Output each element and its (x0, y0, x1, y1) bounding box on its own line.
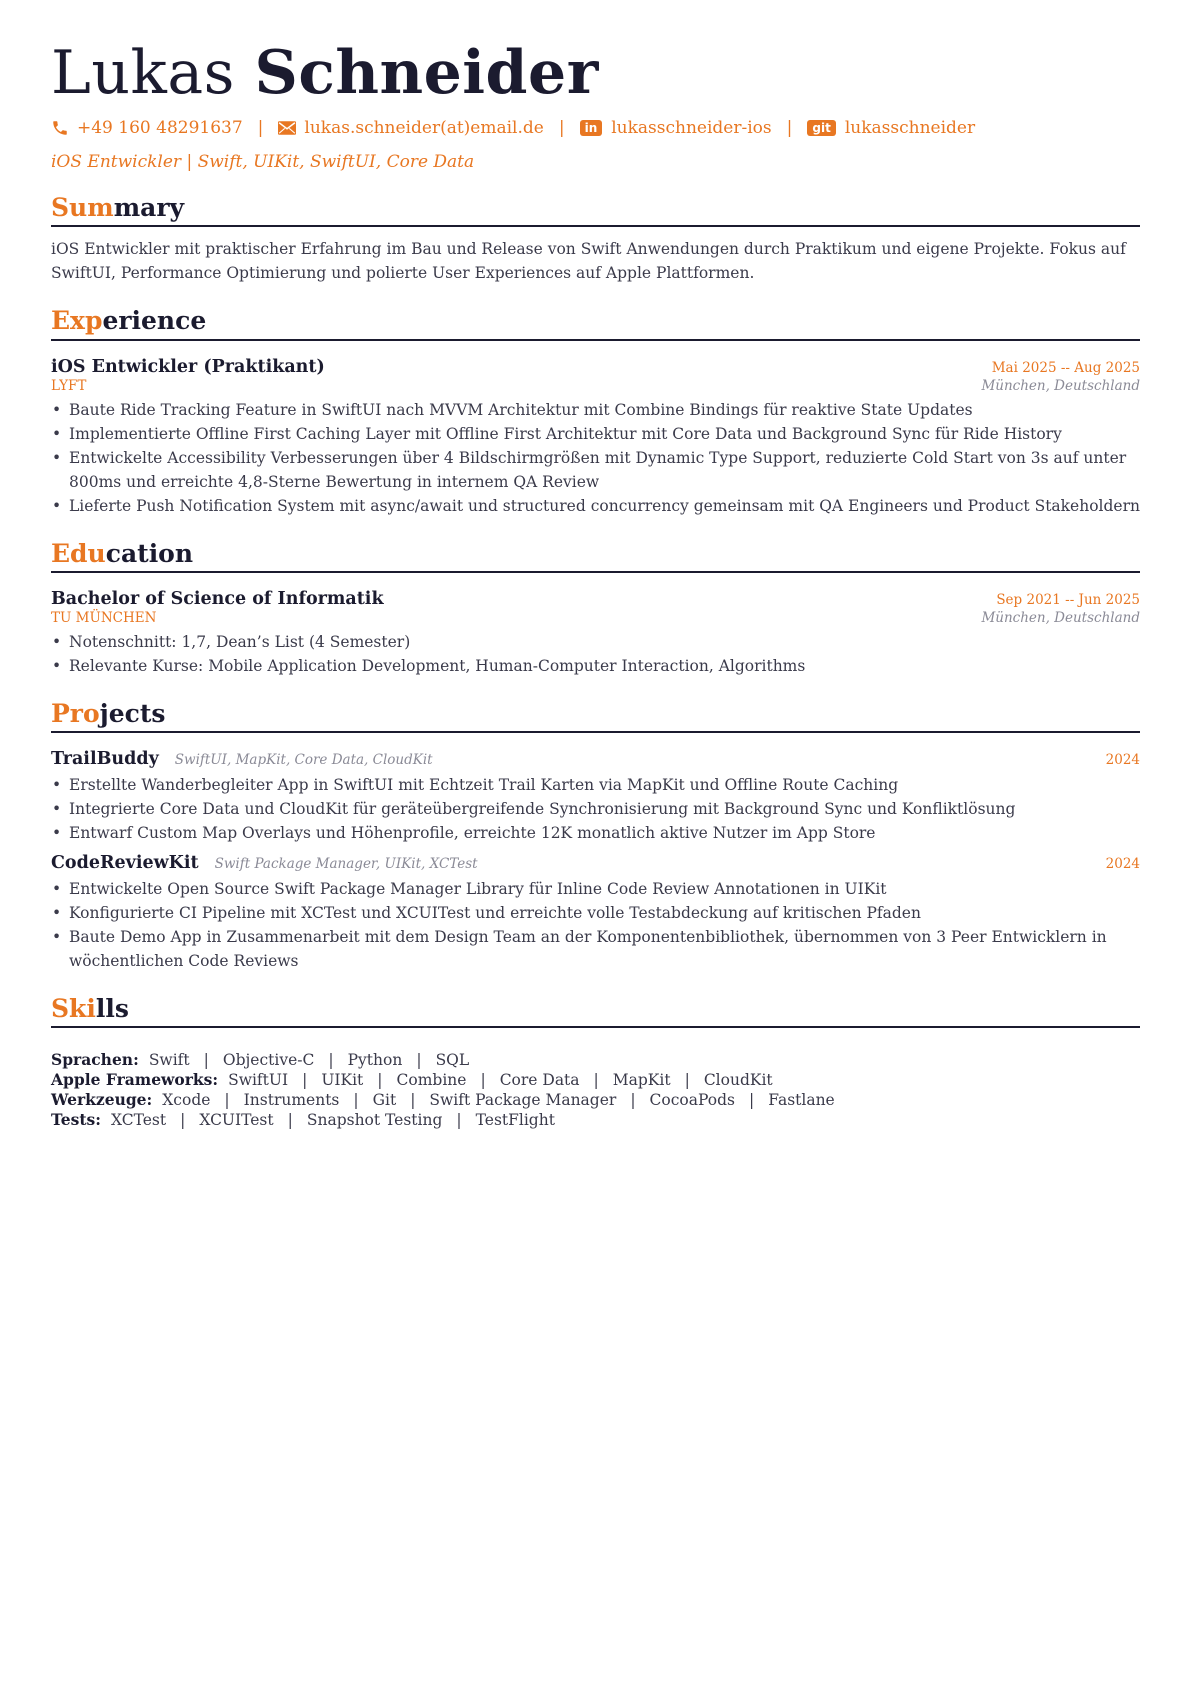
phone-number: +49 160 48291637 (77, 118, 243, 138)
github-handle: lukasschneider (844, 118, 976, 138)
skill-separator: | (416, 1051, 422, 1070)
section-title-summary (51, 192, 1140, 227)
skill-separator: | (630, 1091, 636, 1110)
experience-entry (51, 357, 1140, 518)
skill-separator: | (328, 1051, 334, 1070)
skill-separator: | (377, 1071, 383, 1090)
skill-item: Instruments (243, 1091, 340, 1110)
bullet-item: • Konfigurierte CI Pipeline mit XCTest und XCUITest und erreichte volle Testabdeckung auf kritischen Pfaden (51, 901, 1140, 925)
project-bullets (51, 877, 1140, 973)
section-title-rest: mary (113, 193, 185, 222)
contact-bar (51, 118, 1140, 138)
skill-category-label: Werkzeuge: (51, 1090, 153, 1110)
bullet-item: • Relevante Kurse: Mobile Application Development, Human-Computer Interaction, Algorithms (51, 654, 1140, 678)
phone-contact[interactable] (51, 118, 243, 138)
skill-row (51, 1050, 1140, 1070)
project-tech: Swift Package Manager, UIKit, XCTest (214, 856, 478, 872)
bullet-item: • Baute Demo App in Zusammenarbeit mit dem Design Team an der Komponentenbibliothek, übernommen von 3 Peer Entwicklern in wöchentlichen Code Reviews (51, 925, 1140, 973)
skill-item: Combine (396, 1071, 467, 1090)
skill-separator: | (480, 1071, 486, 1090)
skill-separator: | (353, 1091, 359, 1110)
bullet-item: • Implementierte Offline First Caching Layer mit Offline First Architektur mit Core Data und Background Sync für Ride History (51, 422, 1140, 446)
bullet-item: • Lieferte Push Notification System mit async/await und structured concurrency gemeinsam mit QA Engineers und Product Stakeholdern (51, 494, 1140, 518)
envelope-icon (278, 121, 296, 135)
bullet-item: • Entwickelte Open Source Swift Package Manager Library für Inline Code Review Annotationen in UIKit (51, 877, 1140, 901)
job-dates: Mai 2025 -- Aug 2025 (991, 359, 1140, 376)
linkedin-icon: in (580, 120, 603, 136)
skill-item: Snapshot Testing (306, 1111, 443, 1130)
skill-item: CloudKit (703, 1071, 773, 1090)
skill-item: Swift Package Manager (429, 1091, 617, 1110)
section-title-accent: Sum (51, 193, 114, 222)
skill-row (51, 1090, 1140, 1110)
headline-tagline: iOS Entwickler | Swift, UIKit, SwiftUI, Core Data (51, 152, 475, 172)
skill-item: XCUITest (199, 1111, 274, 1130)
skill-item: MapKit (612, 1071, 671, 1090)
project-name: CodeReviewKit (51, 853, 199, 873)
skill-item: UIKit (321, 1071, 364, 1090)
section-title-rest: erience (102, 306, 207, 336)
section-title-rest: cation (105, 538, 194, 568)
skill-category-label: Sprachen: (51, 1050, 139, 1070)
github-contact[interactable] (807, 118, 975, 138)
job-bullets (51, 398, 1140, 518)
summary-text: iOS Entwickler mit praktischer Erfahrung im Bau und Release von Swift Anwendungen durch Praktikum und eigene Projekte. Fokus auf SwiftUI, Performance Optimierung und polierte User Experiences auf Apple Plattformen. (51, 240, 1126, 283)
skill-separator: | (456, 1111, 462, 1130)
skill-separator: | (749, 1091, 755, 1110)
skill-separator: | (224, 1091, 230, 1110)
summary-section (51, 192, 1140, 285)
degree-title: Bachelor of Science of Informatik (51, 588, 384, 609)
education-section (51, 538, 1140, 678)
last-name: Schneider (254, 38, 599, 108)
project-year: 2024 (1105, 856, 1140, 872)
skill-item: XCTest (110, 1111, 167, 1130)
skill-item: SwiftUI (228, 1071, 289, 1090)
skill-item: Core Data (499, 1071, 580, 1090)
bullet-item: • Baute Ride Tracking Feature in SwiftUI nach MVVM Architektur mit Combine Bindings für reaktive State Updates (51, 398, 1140, 422)
section-title-accent: Pro (51, 698, 100, 728)
skill-row (51, 1110, 1140, 1130)
school-name: TU MÜNCHEN (51, 609, 157, 626)
email-contact[interactable] (278, 118, 543, 138)
skill-item: Xcode (162, 1091, 211, 1110)
section-title-education (51, 538, 1140, 573)
section-title-experience (51, 305, 1140, 340)
skill-item: TestFlight (475, 1111, 555, 1130)
skill-row (51, 1070, 1140, 1090)
contact-separator: | (558, 118, 565, 138)
job-title: iOS Entwickler (Praktikant) (51, 356, 325, 377)
phone-icon (51, 119, 69, 137)
company-name: LYFT (51, 377, 87, 394)
section-title-accent: Exp (51, 306, 103, 336)
section-title-projects (51, 698, 1140, 733)
skill-item: SQL (435, 1051, 470, 1070)
email-address: lukas.schneider(at)email.de (304, 118, 544, 138)
section-title-accent: Edu (51, 538, 106, 568)
bullet-item: • Entwickelte Accessibility Verbesserungen über 4 Bildschirmgrößen mit Dynamic Type Support, reduzierte Cold Start von 3s auf unter 800ms und erreichte 4,8-Sterne Bewertung in internem QA Review (51, 446, 1140, 494)
skills-section (51, 993, 1140, 1130)
skill-item: Fastlane (768, 1091, 835, 1110)
section-title-rest: lls (95, 994, 129, 1023)
bullet-item: • Notenschnitt: 1,7, Dean’s List (4 Semester) (51, 630, 1140, 654)
bullet-item: • Erstellte Wanderbegleiter App in SwiftUI mit Echtzeit Trail Karten via MapKit und Offline Route Caching (51, 773, 1140, 797)
experience-section (51, 305, 1140, 517)
skill-category-label: Tests: (51, 1110, 101, 1130)
git-icon: git (807, 120, 835, 136)
first-name: Lukas (51, 38, 235, 108)
project-header (51, 853, 1140, 873)
section-title-skills (51, 993, 1140, 1028)
skill-item: Objective-C (222, 1051, 315, 1070)
skill-item: Git (372, 1091, 397, 1110)
bullet-item: • Integrierte Core Data und CloudKit für geräteübergreifende Synchronisierung mit Background Sync und Konfliktlösung (51, 797, 1140, 821)
project-name: TrailBuddy (51, 749, 159, 769)
project-bullets (51, 773, 1140, 845)
education-entry (51, 589, 1140, 678)
education-dates: Sep 2021 -- Jun 2025 (996, 591, 1140, 608)
projects-section (51, 698, 1140, 973)
skills-list (51, 1050, 1140, 1130)
candidate-name (51, 40, 1140, 106)
project-year: 2024 (1105, 752, 1140, 768)
skill-category-label: Apple Frameworks: (51, 1070, 219, 1090)
contact-separator: | (786, 118, 793, 138)
skill-separator: | (287, 1111, 293, 1130)
skill-separator: | (410, 1091, 416, 1110)
contact-separator: | (257, 118, 264, 138)
skill-separator: | (302, 1071, 308, 1090)
linkedin-contact[interactable] (580, 118, 772, 138)
job-location: München, Deutschland (981, 377, 1140, 394)
project-header (51, 749, 1140, 769)
education-bullets (51, 630, 1140, 678)
section-title-rest: jects (99, 698, 166, 728)
skill-item: Swift (148, 1051, 190, 1070)
skill-separator: | (593, 1071, 599, 1090)
skill-item: CocoaPods (649, 1091, 736, 1110)
skill-separator: | (180, 1111, 186, 1130)
linkedin-handle: lukasschneider-ios (611, 118, 772, 138)
section-title-accent: Ski (51, 994, 96, 1023)
skill-separator: | (684, 1071, 690, 1090)
bullet-item: • Entwarf Custom Map Overlays und Höhenprofile, erreichte 12K monatlich aktive Nutzer im App Store (51, 821, 1140, 845)
project-tech: SwiftUI, MapKit, Core Data, CloudKit (174, 752, 433, 768)
skill-item: Python (347, 1051, 403, 1070)
skill-separator: | (203, 1051, 209, 1070)
school-location: München, Deutschland (981, 609, 1140, 626)
